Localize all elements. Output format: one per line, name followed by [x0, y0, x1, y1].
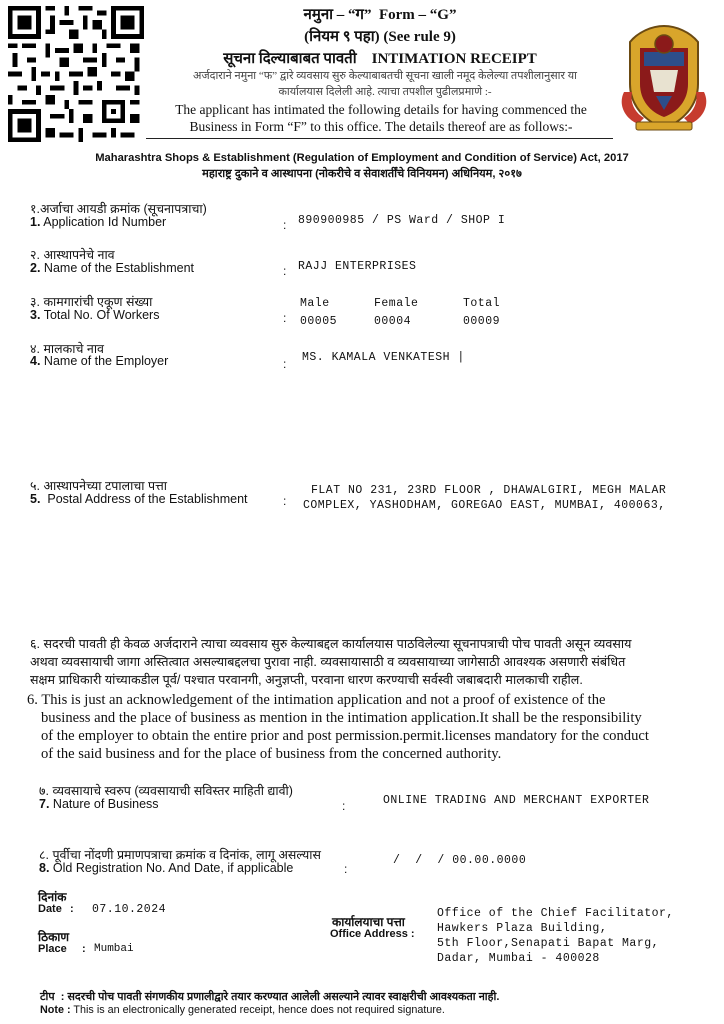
field-1-label-mr: १.अर्जाचा आयडी क्रमांक (सूचनापत्राचा) [30, 202, 207, 216]
field-5-colon: : [283, 494, 287, 508]
place-label-mr: ठिकाण [38, 930, 70, 944]
act-title-mr: महाराष्ट्र दुकाने व आस्थापना (नोकरीचे व सेवाशर्तींचे विनियमन) अधिनियम, २०१७ [202, 168, 522, 180]
disclaimer-mr-line-3: सक्षम प्राधिकारी यांच्याकडील पूर्व/ पश्चात परवानगी, अनुज्ञप्ती, परवाना धारण करण्याची सर्वस्वी जबाबदारी मालकाची राहील. [30, 673, 583, 687]
field-8-label-mr: ८. पूर्वीचा नोंदणी प्रमाणपत्राचा क्रमांक व दिनांक, लागू असल्यास [39, 848, 321, 862]
header-divider [146, 138, 613, 139]
field-5-label-en [30, 492, 248, 506]
office-address-line-4: Dadar, Mumbai - 400028 [437, 952, 600, 965]
field-1-number: 1. [30, 215, 41, 229]
form-heading-en: Form – “G” [378, 7, 457, 23]
field-7-number: 7. [39, 797, 50, 811]
form-heading-mr: नमुना – “ग” [303, 7, 372, 23]
field-7-label-en [39, 797, 159, 811]
intro-en-line-2: Business in Form “F” to this office. The details thereof are as follows:- [189, 119, 573, 134]
receipt-title [150, 48, 610, 68]
field-4-label-text: Name of the Employer [43, 354, 169, 368]
form-heading [150, 4, 610, 24]
field-3-label-text: Total No. Of Workers [43, 308, 160, 322]
field-3-label-mr: ३. कामगारांची एकूण संख्या [30, 295, 153, 309]
receipt-title-mr: सूचना दिल्याबाबत पावती [223, 51, 357, 67]
note-en-text: This is an electronically generated receipt, hence does not required signature. [73, 1004, 445, 1016]
disclaimer-mr-line-1: ६. सदरची पावती ही केवळ अर्जदाराने त्याचा व्यवसाय सुरु केल्याबद्दल कार्यालयास पाठविलेल्या सूचनापत्राची पोच पावती असून व्यवसाय [30, 637, 632, 651]
field-8-number: 8. [39, 861, 50, 875]
field-7-label-text: Nature of Business [52, 797, 159, 811]
male-label: Male [300, 297, 330, 310]
note-mr-text: सदरची पोच पावती संगणकीय प्रणालीद्वारे तयार करण्यात आलेली असल्याने त्यावर स्वाक्षरीची आवश्यकता नाही. [67, 991, 500, 1003]
female-count: 00004 [374, 315, 412, 328]
field-5-label-mr: ५. आस्थापनेच्या टपालाचा पत्ता [30, 479, 167, 493]
place-value: Mumbai [94, 943, 134, 955]
act-title-en: Maharashtra Shops & Establishment (Regulation of Employment and Condition of Service) Act, 2017 [95, 152, 629, 164]
place-label-en: Place [38, 943, 67, 955]
rule-heading-mr: (नियम ९ पहा) [304, 29, 380, 45]
note-en-label: Note [40, 1004, 64, 1016]
postal-address-line-2: COMPLEX, YASHODHAM, GOREGAO EAST, MUMBAI, 400063, [303, 499, 666, 512]
total-count: 00009 [463, 315, 501, 328]
date-label-en: Date [38, 903, 62, 915]
field-3-colon: : [283, 311, 287, 325]
field-8-colon: : [344, 862, 348, 876]
office-address-line-3: 5th Floor,Senapati Bapat Marg, [437, 937, 660, 950]
field-3-label-en [30, 308, 159, 322]
note-mr: टीप : सदरची पोच पावती संगणकीय प्रणालीद्वारे तयार करण्यात आलेली असल्याने त्यावर स्वाक्षरीची आवश्यकता नाही. [40, 991, 500, 1003]
field-2-label-mr: २. आस्थापनेचे नाव [30, 248, 115, 262]
date-label-mr: दिनांक [38, 890, 67, 904]
male-count: 00005 [300, 315, 338, 328]
field-2-label-en [30, 261, 194, 275]
field-7-label-mr: ७. व्यवसायाचे स्वरुप (व्यवसायाची सविस्तर माहिती द्यावी) [39, 784, 293, 798]
field-5-number: 5. [30, 492, 41, 506]
disclaimer-en-line-2: business and the place of business as mention in the intimation application.It shall be the responsibility [41, 710, 642, 726]
note-en: Note : This is an electronically generated receipt, hence does not required signature. [40, 1004, 445, 1016]
qr-code [8, 6, 144, 142]
office-address-line-2: Hawkers Plaza Building, [437, 922, 608, 935]
office-address-line-1: Office of the Chief Facilitator, [437, 907, 674, 920]
establishment-name-value: RAJJ ENTERPRISES [298, 260, 417, 273]
field-8-label-en [39, 861, 293, 875]
female-label: Female [374, 297, 419, 310]
office-label-text: Office Address [330, 928, 408, 940]
disclaimer-mr-line-2: अथवा व्यवसायाची जागा अस्तित्वात असल्याबद्दलचा पुरावा नाही. व्यवसायासाठी व व्यवसायाच्या जागेसाठी आवश्यक असणारी संबंधित [30, 655, 626, 669]
field-2-colon: : [283, 264, 287, 278]
field-1-label-text: Application Id Number [43, 215, 167, 229]
field-7-colon: : [342, 799, 346, 813]
intro-mr-line-1: अर्जदाराने नमुना “फ” द्वारे व्यवसाय सुरु केल्याबाबतची सूचना खाली नमूद केलेल्या तपशीलानुसार या [193, 70, 577, 82]
date-value: 07.10.2024 [92, 903, 167, 916]
disclaimer-en-line-4: of the said business and for the place of business from the concerned authority. [41, 746, 502, 762]
old-registration-value: / / / 00.00.0000 [393, 854, 527, 867]
employer-name-value: MS. KAMALA VENKATESH | [302, 351, 465, 364]
field-2-label-text: Name of the Establishment [43, 261, 194, 275]
field-2-number: 2. [30, 261, 41, 275]
field-1-colon: : [283, 218, 287, 232]
field-5-label-text: Postal Address of the Establishment [47, 492, 248, 506]
field-4-label-mr: ४. मालकाचे नाव [30, 342, 105, 356]
field-4-label-en [30, 354, 168, 368]
intro-mr-line-2: कार्यालयास दिलेली आहे. त्याचा तपशील पुढीलप्रमाणे :- [278, 86, 492, 98]
field-8-label-text: Old Registration No. And Date, if applicable [52, 861, 294, 875]
receipt-title-en: INTIMATION RECEIPT [371, 51, 537, 67]
nature-of-business-value: ONLINE TRADING AND MERCHANT EXPORTER [383, 794, 650, 807]
rule-heading-en: (See rule 9) [383, 29, 456, 45]
field-4-colon: : [283, 357, 287, 371]
place-colon: : [82, 943, 86, 955]
total-label: Total [463, 297, 501, 310]
field-1-label-en [30, 215, 166, 229]
field-4-number: 4. [30, 354, 41, 368]
office-label-en: Office Address : [330, 928, 415, 940]
disclaimer-en-line-1: 6. This is just an acknowledgement of the intimation application and not a proof of existence of the [27, 692, 606, 708]
application-id-value: 890900985 / PS Ward / SHOP I [298, 214, 506, 227]
disclaimer-en-line-3: of the employer to obtain the entire prior and post permission.permit.licenses mandatory for the conduct [41, 728, 649, 744]
note-mr-label: टीप [40, 991, 55, 1003]
office-label-mr: कार्यालयाचा पत्ता [332, 915, 405, 929]
rule-heading [150, 26, 610, 46]
postal-address-line-1: FLAT NO 231, 23RD FLOOR , DHAWALGIRI, MEGH MALAR [311, 484, 667, 497]
intro-en-line-1: The applicant has intimated the following details for having commenced the [175, 102, 587, 117]
date-colon: : [70, 903, 74, 915]
bmc-emblem-icon [614, 22, 714, 134]
field-3-number: 3. [30, 308, 41, 322]
